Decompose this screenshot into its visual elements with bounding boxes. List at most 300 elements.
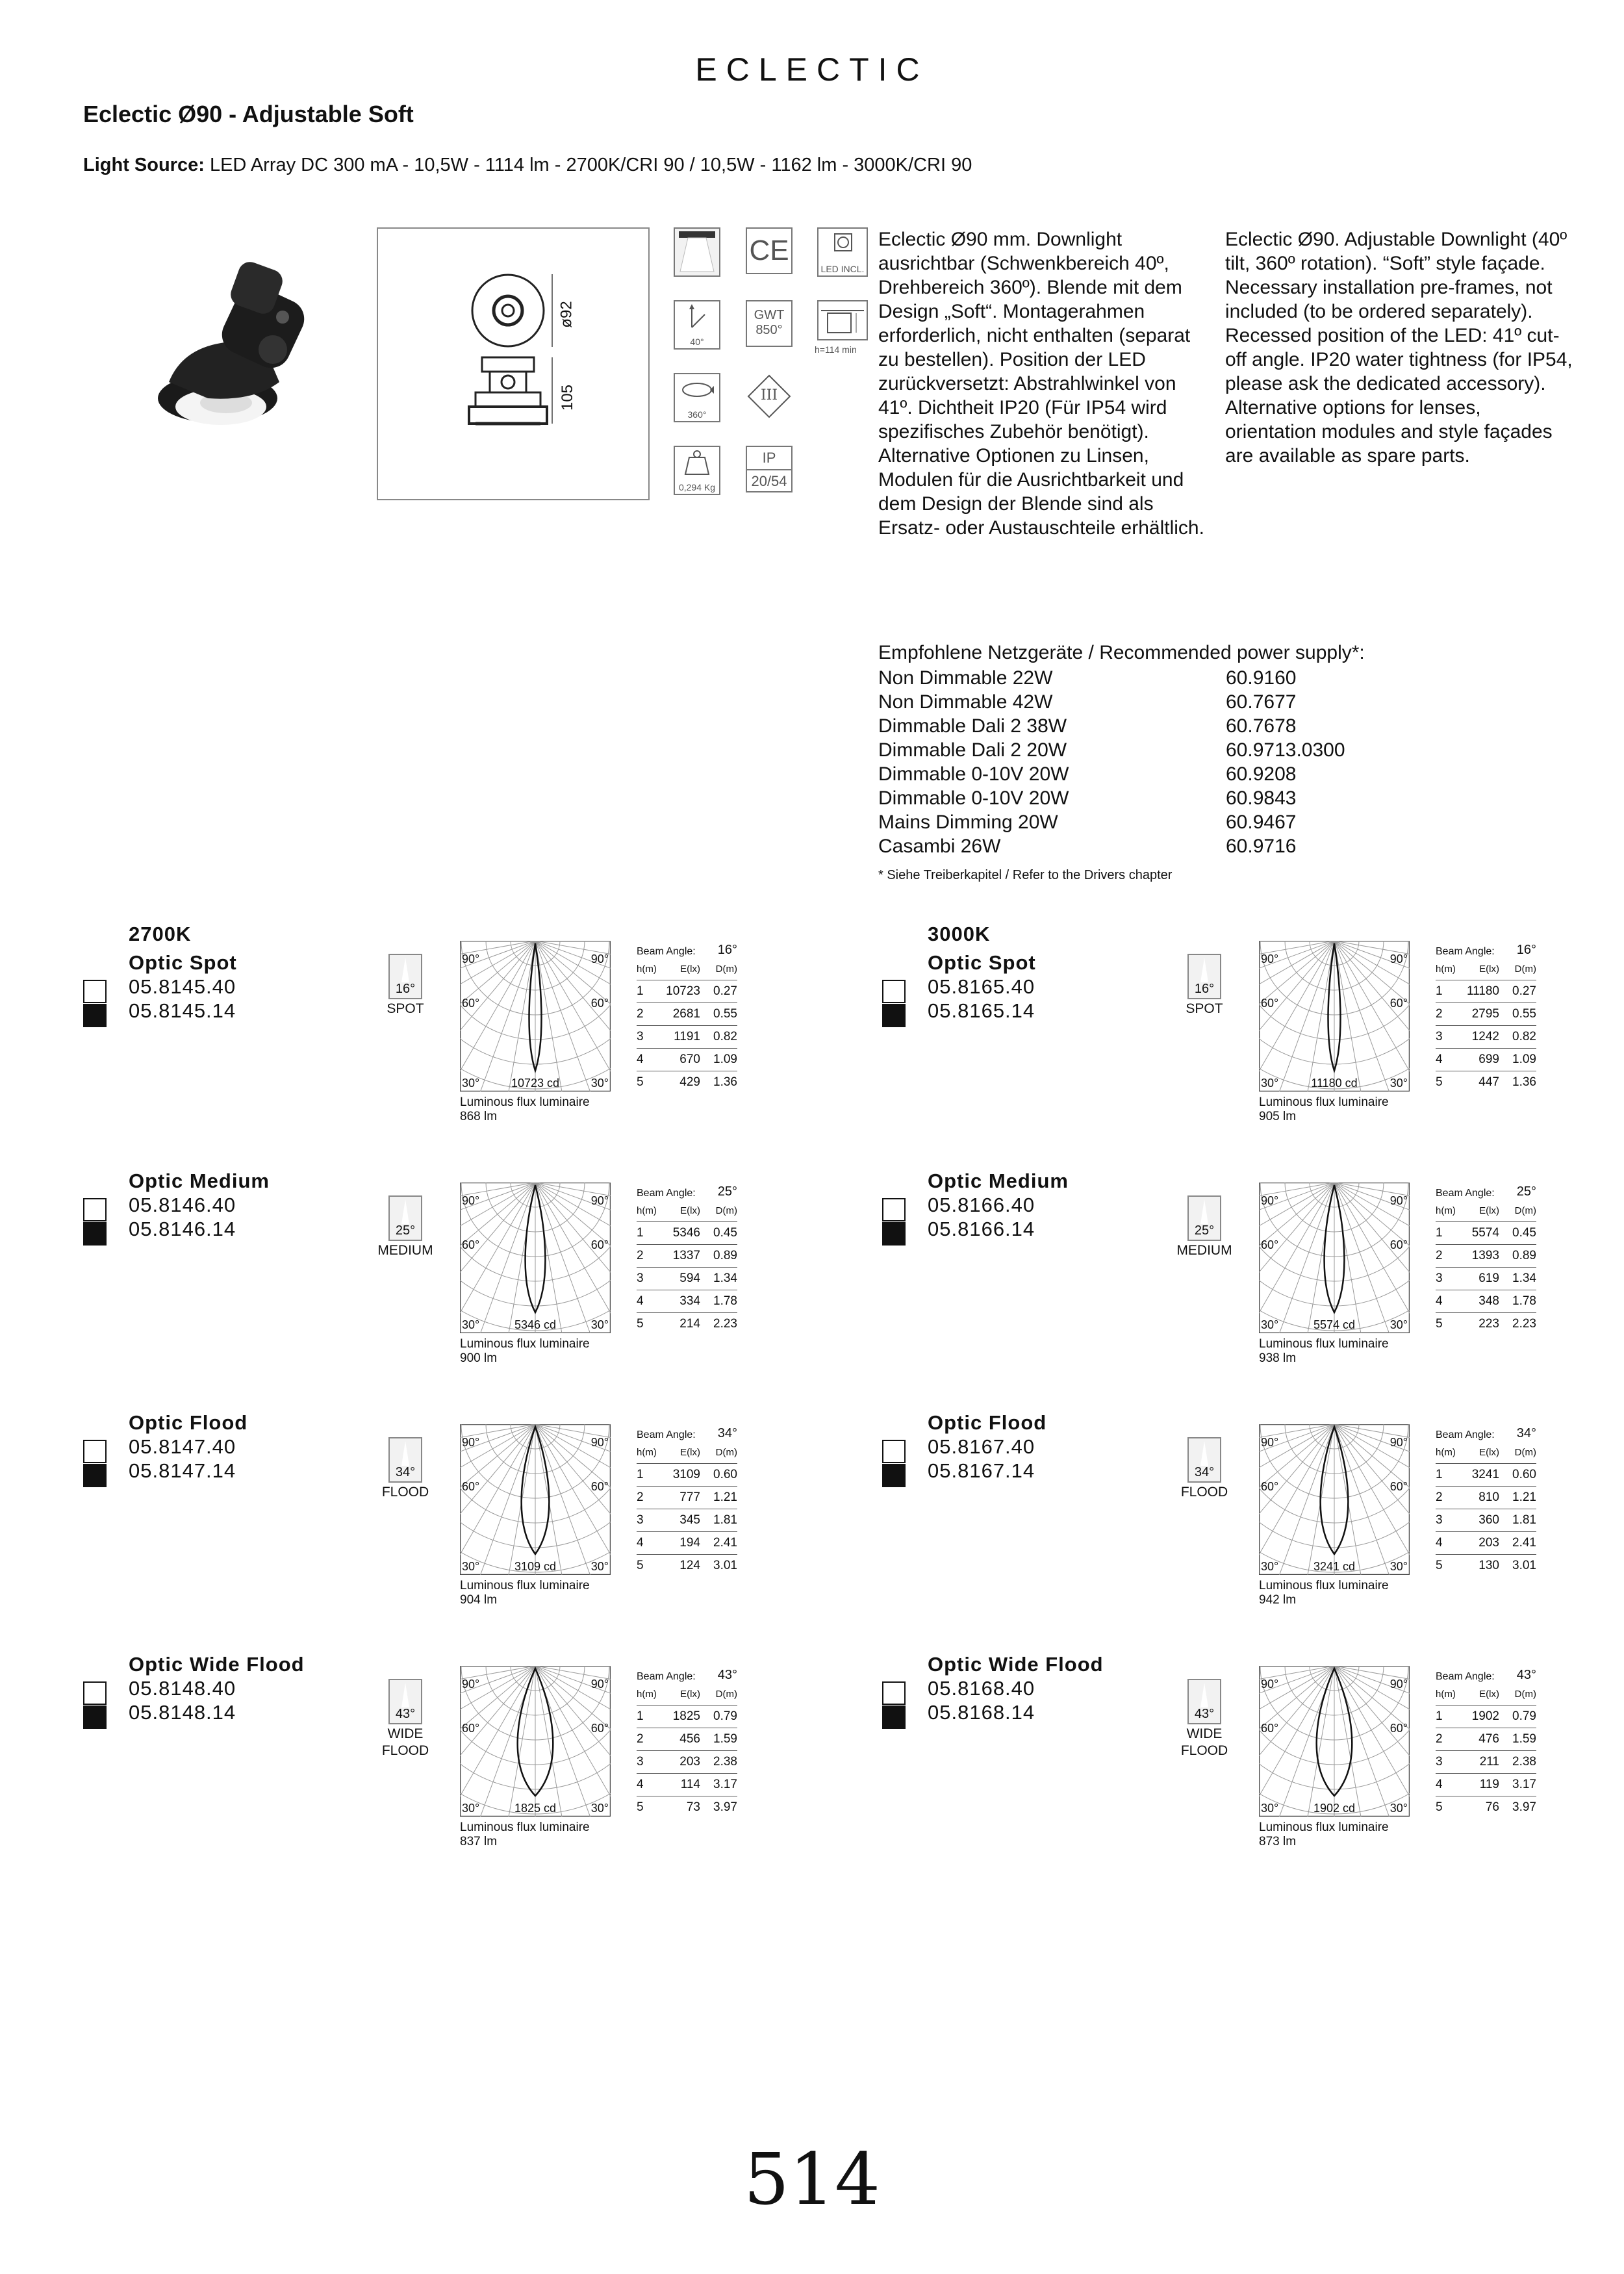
power-supply-code: 60.9160 xyxy=(1226,667,1297,689)
diameter-cell: 0.82 xyxy=(1512,1030,1536,1043)
deg-30-left: 30° xyxy=(1261,1318,1279,1331)
height-cell: 5 xyxy=(637,1075,644,1089)
beam-angle-value: 43° xyxy=(1194,1707,1215,1721)
white-finish-swatch xyxy=(83,1681,107,1705)
table-row xyxy=(1436,1026,1536,1049)
beam-angle-label: Beam Angle: xyxy=(637,946,696,957)
table-row xyxy=(1436,1003,1536,1026)
power-supply-heading: Empfohlene Netzgeräte / Recommended power supply*: xyxy=(878,642,1365,663)
beam-angle-number: 43° xyxy=(1516,1668,1536,1682)
optic-name: Optic Flood xyxy=(928,1411,1047,1434)
illuminance-cell: 619 xyxy=(1478,1271,1499,1285)
illuminance-cell: 1337 xyxy=(672,1249,700,1262)
deg-30-right: 30° xyxy=(1389,1318,1408,1331)
illuminance-cell: 777 xyxy=(679,1490,700,1504)
polar-chart xyxy=(460,941,611,1092)
illuminance-cell: 360 xyxy=(1478,1513,1499,1527)
deg-30-left: 30° xyxy=(1261,1802,1279,1815)
deg-90-left: 90° xyxy=(462,952,480,965)
diameter-cell: 2.23 xyxy=(1512,1317,1536,1331)
diameter-cell: 1.09 xyxy=(1512,1053,1536,1066)
luminous-flux xyxy=(460,1579,590,1607)
height-cell: 3 xyxy=(1436,1030,1443,1043)
beam-cone-art xyxy=(390,1438,421,1467)
col-height: h(m) xyxy=(1436,963,1456,975)
luminous-flux-label: Luminous flux luminaire xyxy=(460,1820,590,1834)
luminous-flux-label: Luminous flux luminaire xyxy=(1259,1820,1389,1834)
diameter-dim: ø92 xyxy=(557,301,576,328)
diameter-cell: 1.36 xyxy=(713,1075,737,1089)
beam-type-label: MEDIUM xyxy=(1176,1243,1232,1258)
beam-angle-value: 34° xyxy=(1194,1465,1215,1479)
optic-block xyxy=(882,923,1597,1149)
code-white: 05.8147.40 xyxy=(129,1435,236,1458)
beam-cone-art xyxy=(1189,955,1220,984)
beam-angle-label: Beam Angle: xyxy=(1436,1429,1495,1440)
table-row xyxy=(1436,1706,1536,1728)
luminous-flux xyxy=(460,1820,590,1849)
beam-angle-icon xyxy=(1187,1195,1221,1241)
led-incl-text: LED INCL. xyxy=(820,264,865,274)
power-supply-code: 60.9467 xyxy=(1226,811,1297,833)
height-cell: 4 xyxy=(1436,1536,1443,1550)
beam-angle-number: 25° xyxy=(717,1184,737,1199)
code-black: 05.8148.14 xyxy=(129,1701,236,1724)
power-supply-name: Mains Dimming 20W xyxy=(878,811,1058,833)
beam-angle-row xyxy=(1436,941,1536,958)
diameter-cell: 0.60 xyxy=(1512,1468,1536,1481)
max-intensity: 1902 cd xyxy=(1313,1802,1356,1815)
deg-60-right: 60° xyxy=(590,997,609,1010)
diameter-cell: 0.89 xyxy=(713,1249,737,1262)
deg-90-left: 90° xyxy=(462,1436,480,1449)
illuminance-cell: 73 xyxy=(686,1800,700,1814)
col-illuminance: E(lx) xyxy=(680,1205,700,1216)
optic-name: Optic Wide Flood xyxy=(129,1653,305,1676)
black-finish-swatch xyxy=(882,1222,906,1246)
table-header xyxy=(637,958,737,980)
illuminance-cell: 1902 xyxy=(1471,1709,1499,1723)
table-row xyxy=(637,1509,737,1532)
black-finish-swatch xyxy=(83,1706,107,1729)
table-row xyxy=(637,1774,737,1796)
diameter-cell: 1.81 xyxy=(713,1513,737,1527)
deg-30-left: 30° xyxy=(1261,1560,1279,1573)
min-height-text: h=114 min xyxy=(815,344,857,355)
deg-30-right: 30° xyxy=(1389,1802,1408,1815)
deg-90-right: 90° xyxy=(590,952,609,965)
polar-diagram xyxy=(460,941,611,1092)
luminous-flux-label: Luminous flux luminaire xyxy=(1259,1337,1389,1351)
beam-icon-art xyxy=(675,229,719,275)
power-supply-item xyxy=(878,834,1345,858)
table-row xyxy=(1436,1464,1536,1487)
drawing-lines xyxy=(378,229,648,499)
table-row xyxy=(637,1313,737,1335)
col-height: h(m) xyxy=(637,963,657,975)
diameter-cell: 0.45 xyxy=(1512,1226,1536,1240)
beam-type-label: WIDE FLOOD xyxy=(381,1726,429,1758)
height-cell: 2 xyxy=(637,1249,644,1262)
diameter-cell: 0.55 xyxy=(713,1007,737,1021)
beam-type-label: WIDE FLOOD xyxy=(1180,1726,1228,1758)
deg-90-right: 90° xyxy=(1389,1678,1408,1691)
diameter-cell: 1.21 xyxy=(713,1490,737,1504)
col-diameter: D(m) xyxy=(1514,963,1536,975)
white-finish-swatch xyxy=(83,1440,107,1463)
illuminance-cell: 3109 xyxy=(672,1468,700,1481)
beam-angle-icon xyxy=(1187,954,1221,999)
polar-diagram xyxy=(1259,1424,1410,1575)
col-diameter: D(m) xyxy=(715,1446,737,1458)
height-cell: 5 xyxy=(1436,1075,1443,1089)
col-diameter: D(m) xyxy=(715,963,737,975)
polar-chart xyxy=(460,1424,611,1575)
illuminance-cell: 476 xyxy=(1478,1732,1499,1746)
diameter-cell: 0.79 xyxy=(713,1709,737,1723)
luminous-flux xyxy=(1259,1579,1389,1607)
beam-angle-label: Beam Angle: xyxy=(1436,946,1495,957)
col-height: h(m) xyxy=(1436,1205,1456,1216)
beam-angle-number: 34° xyxy=(1516,1426,1536,1440)
black-finish-swatch xyxy=(882,1464,906,1487)
col-height: h(m) xyxy=(1436,1688,1456,1700)
code-black: 05.8147.14 xyxy=(129,1459,236,1482)
illuminance-cell: 130 xyxy=(1478,1559,1499,1572)
table-row xyxy=(1436,1509,1536,1532)
height-cell: 2 xyxy=(637,1490,644,1504)
illuminance-cell: 3241 xyxy=(1471,1468,1499,1481)
optic-name: Optic Flood xyxy=(129,1411,248,1434)
white-finish-swatch xyxy=(882,980,906,1003)
power-supply-name: Non Dimmable 42W xyxy=(878,691,1053,713)
max-intensity: 3109 cd xyxy=(514,1560,557,1573)
col-illuminance: E(lx) xyxy=(680,1446,700,1458)
luminous-flux-label: Luminous flux luminaire xyxy=(1259,1095,1389,1109)
polar-diagram xyxy=(1259,1666,1410,1817)
deg-30-left: 30° xyxy=(462,1802,480,1815)
deg-90-left: 90° xyxy=(1261,1436,1279,1449)
photometric-table xyxy=(1436,1182,1536,1335)
illuminance-cell: 699 xyxy=(1478,1053,1499,1066)
height-cell: 5 xyxy=(1436,1317,1443,1331)
deg-60-left: 60° xyxy=(462,1480,480,1493)
deg-60-right: 60° xyxy=(1389,1480,1408,1493)
class-value: III xyxy=(760,387,778,403)
power-supply-list xyxy=(878,666,1345,858)
diameter-cell: 1.81 xyxy=(1512,1513,1536,1527)
beam-type-label: SPOT xyxy=(1186,1001,1223,1016)
beam-angle-row xyxy=(637,1182,737,1199)
height-cell: 5 xyxy=(637,1800,644,1814)
deg-60-right: 60° xyxy=(1389,1238,1408,1251)
luminous-flux-value: 905 lm xyxy=(1259,1110,1297,1123)
deg-30-right: 30° xyxy=(590,1560,609,1573)
beam-cone-art xyxy=(390,1680,421,1709)
weight-art xyxy=(675,447,719,479)
beam-angle-label: Beam Angle: xyxy=(637,1429,696,1440)
height-cell: 5 xyxy=(637,1559,644,1572)
table-row xyxy=(1436,1751,1536,1774)
power-supply-item xyxy=(878,666,1345,690)
beam-cone-art xyxy=(1189,1438,1220,1467)
beam-angle-icon xyxy=(388,1437,422,1483)
table-row xyxy=(637,1222,737,1245)
light-source-label: Light Source: xyxy=(83,155,205,175)
col-illuminance: E(lx) xyxy=(1479,1688,1499,1700)
diameter-cell: 3.97 xyxy=(713,1800,737,1814)
deg-90-right: 90° xyxy=(1389,952,1408,965)
light-source-text: LED Array DC 300 mA - 10,5W - 1114 lm - 2700K/CRI 90 / 10,5W - 1162 lm - 3000K/CRI 90 xyxy=(204,155,972,175)
ce-icon: CE xyxy=(746,227,793,274)
illuminance-cell: 203 xyxy=(679,1755,700,1769)
polar-chart xyxy=(1259,1666,1410,1817)
beam-angle-number: 43° xyxy=(717,1668,737,1682)
light-source xyxy=(83,155,972,176)
beam-cone-art xyxy=(1189,1197,1220,1225)
weight-icon xyxy=(674,446,720,495)
diameter-cell: 2.38 xyxy=(713,1755,737,1769)
power-supply-code: 60.7678 xyxy=(1226,715,1297,737)
black-finish-swatch xyxy=(882,1004,906,1027)
beam-angle-value: 16° xyxy=(1194,982,1215,996)
black-finish-swatch xyxy=(83,1004,107,1027)
illuminance-cell: 334 xyxy=(679,1294,700,1308)
table-header xyxy=(637,1199,737,1222)
code-white: 05.8168.40 xyxy=(928,1677,1035,1700)
illuminance-cell: 345 xyxy=(679,1513,700,1527)
max-intensity: 5574 cd xyxy=(1313,1318,1356,1331)
height-cell: 4 xyxy=(637,1778,644,1791)
deg-60-left: 60° xyxy=(1261,1480,1279,1493)
max-intensity: 10723 cd xyxy=(511,1077,560,1090)
col-illuminance: E(lx) xyxy=(1479,963,1499,975)
table-row xyxy=(1436,1728,1536,1751)
max-intensity: 1825 cd xyxy=(514,1802,557,1815)
luminous-flux-label: Luminous flux luminaire xyxy=(460,1579,590,1592)
white-finish-swatch xyxy=(83,1198,107,1221)
beam-angle-value: 43° xyxy=(395,1707,416,1721)
diameter-cell: 0.82 xyxy=(713,1030,737,1043)
table-row xyxy=(1436,1049,1536,1071)
luminous-flux xyxy=(460,1095,590,1124)
diameter-cell: 1.21 xyxy=(1512,1490,1536,1504)
illuminance-cell: 1393 xyxy=(1471,1249,1499,1262)
optic-block xyxy=(83,1653,798,1874)
luminous-flux-value: 904 lm xyxy=(460,1593,498,1607)
beam-type-label: FLOOD xyxy=(381,1485,429,1500)
table-row xyxy=(637,1049,737,1071)
code-white: 05.8145.40 xyxy=(129,975,236,998)
polar-chart xyxy=(1259,1182,1410,1333)
gwt-value: 850° xyxy=(755,323,783,337)
height-cell: 3 xyxy=(637,1513,644,1527)
optic-name: Optic Medium xyxy=(129,1169,270,1192)
illuminance-cell: 429 xyxy=(679,1075,700,1089)
polar-chart xyxy=(460,1666,611,1817)
power-supply-name: Dimmable 0-10V 20W xyxy=(878,787,1069,809)
col-illuminance: E(lx) xyxy=(1479,1446,1499,1458)
beam-angle-number: 16° xyxy=(717,943,737,957)
table-row xyxy=(637,1003,737,1026)
polar-diagram xyxy=(1259,1182,1410,1333)
beam-angle-icon xyxy=(1187,1679,1221,1724)
diameter-cell: 0.27 xyxy=(1512,984,1536,998)
deg-30-left: 30° xyxy=(462,1077,480,1090)
photometric-table xyxy=(637,1666,737,1819)
deg-30-right: 30° xyxy=(1389,1560,1408,1573)
beam-angle-number: 25° xyxy=(1516,1184,1536,1199)
deg-30-right: 30° xyxy=(1389,1077,1408,1090)
table-row xyxy=(637,1464,737,1487)
beam-angle-value: 25° xyxy=(1194,1223,1215,1238)
polar-diagram xyxy=(460,1424,611,1575)
height-cell: 2 xyxy=(637,1007,644,1021)
illuminance-cell: 211 xyxy=(1479,1755,1499,1769)
diameter-cell: 0.27 xyxy=(713,984,737,998)
black-finish-swatch xyxy=(83,1464,107,1487)
deg-30-left: 30° xyxy=(462,1318,480,1331)
luminous-flux-label: Luminous flux luminaire xyxy=(460,1095,590,1109)
rotation-icon xyxy=(674,373,720,422)
deg-90-right: 90° xyxy=(1389,1194,1408,1207)
diameter-cell: 0.45 xyxy=(713,1226,737,1240)
beam-cone-art xyxy=(390,955,421,984)
illuminance-cell: 1825 xyxy=(672,1709,700,1723)
power-supply-name: Non Dimmable 22W xyxy=(878,667,1053,689)
table-header xyxy=(1436,958,1536,980)
tilt-value: 40° xyxy=(690,337,704,347)
height-cell: 3 xyxy=(1436,1513,1443,1527)
table-row xyxy=(1436,1796,1536,1819)
table-row xyxy=(637,1706,737,1728)
table-row xyxy=(637,980,737,1003)
power-supply-name: Casambi 26W xyxy=(878,836,1001,857)
deg-90-left: 90° xyxy=(1261,952,1279,965)
power-supply-item xyxy=(878,762,1345,786)
code-black: 05.8145.14 xyxy=(129,999,236,1022)
luminous-flux-value: 868 lm xyxy=(460,1110,498,1123)
height-cell: 5 xyxy=(637,1317,644,1331)
illuminance-cell: 2795 xyxy=(1471,1007,1499,1021)
power-supply-name: Dimmable 0-10V 20W xyxy=(878,763,1069,785)
beam-angle-icon xyxy=(388,1679,422,1724)
deg-30-left: 30° xyxy=(462,1560,480,1573)
luminous-flux-label: Luminous flux luminaire xyxy=(460,1337,590,1351)
diameter-cell: 3.17 xyxy=(1512,1778,1536,1791)
color-temperature: 3000K xyxy=(928,923,991,945)
gwt-icon xyxy=(746,300,793,347)
luminous-flux xyxy=(460,1337,590,1366)
col-height: h(m) xyxy=(1436,1446,1456,1458)
table-row xyxy=(637,1268,737,1290)
diameter-cell: 3.17 xyxy=(713,1778,737,1791)
power-supply-item xyxy=(878,786,1345,810)
code-white: 05.8166.40 xyxy=(928,1194,1035,1216)
code-white: 05.8167.40 xyxy=(928,1435,1035,1458)
beam-angle-label: Beam Angle: xyxy=(1436,1671,1495,1682)
optic-block xyxy=(83,923,798,1149)
max-intensity: 5346 cd xyxy=(514,1318,557,1331)
table-row xyxy=(637,1245,737,1268)
beam-angle-icon xyxy=(388,1195,422,1241)
height-dim: 105 xyxy=(559,384,577,411)
beam-angle-label: Beam Angle: xyxy=(1436,1188,1495,1199)
illuminance-cell: 11180 xyxy=(1466,984,1499,998)
photometric-table xyxy=(1436,1424,1536,1577)
code-black: 05.8166.14 xyxy=(928,1218,1035,1240)
optic-name: Optic Medium xyxy=(928,1169,1069,1192)
illuminance-cell: 214 xyxy=(679,1317,700,1331)
diameter-cell: 1.59 xyxy=(713,1732,737,1746)
beam-angle-icon xyxy=(1187,1437,1221,1483)
deg-90-right: 90° xyxy=(590,1436,609,1449)
deg-60-left: 60° xyxy=(1261,1722,1279,1735)
illuminance-cell: 10723 xyxy=(666,984,700,998)
led-included-icon xyxy=(817,227,868,277)
brand-name: ECLECTIC xyxy=(695,51,929,88)
power-supply-item xyxy=(878,714,1345,738)
table-row xyxy=(1436,1313,1536,1335)
table-row xyxy=(1436,1245,1536,1268)
height-cell: 5 xyxy=(1436,1559,1443,1572)
table-row xyxy=(637,1728,737,1751)
beam-angle-number: 34° xyxy=(717,1426,737,1440)
code-white: 05.8148.40 xyxy=(129,1677,236,1700)
diameter-cell: 2.23 xyxy=(713,1317,737,1331)
diameter-cell: 1.78 xyxy=(713,1294,737,1308)
table-row xyxy=(1436,1555,1536,1577)
beam-cone-art xyxy=(390,1197,421,1225)
table-header xyxy=(637,1441,737,1464)
beam-cone-art xyxy=(1189,1680,1220,1709)
polar-diagram xyxy=(460,1182,611,1333)
deg-30-right: 30° xyxy=(590,1077,609,1090)
deg-60-right: 60° xyxy=(1389,997,1408,1010)
luminous-flux-value: 873 lm xyxy=(1259,1835,1297,1848)
deg-60-left: 60° xyxy=(1261,1238,1279,1251)
illuminance-cell: 447 xyxy=(1478,1075,1499,1089)
table-row xyxy=(637,1751,737,1774)
beam-type-label: SPOT xyxy=(387,1001,424,1016)
description-german: Eclectic Ø90 mm. Downlight ausrichtbar (Schwenkbereich 40º, Drehbereich 360º). Blende mit dem Design „Soft“. Montagerahmen erforderlich, nicht enthalten (separat zu bestellen). Position der LED zurückversetzt: Abstrahlwinkel von 41º. Dichtheit IP20 (Für IP54 wird spezifisches Zubehör benötigt). Alternative Optionen zu Linsen, Modulen für die Ausrichtbarkeit und dem Design der Blende sind als Ersatz- oder Austauschteile erhältlich. xyxy=(878,229,1204,539)
power-supply-code: 60.9713.0300 xyxy=(1226,739,1345,761)
illuminance-cell: 114 xyxy=(680,1778,700,1791)
diameter-cell: 1.34 xyxy=(713,1271,737,1285)
height-cell: 1 xyxy=(637,1226,644,1240)
table-row xyxy=(637,1555,737,1577)
code-black: 05.8146.14 xyxy=(129,1218,236,1240)
illuminance-cell: 194 xyxy=(679,1536,700,1550)
table-header xyxy=(1436,1683,1536,1706)
illuminance-cell: 119 xyxy=(1479,1778,1499,1791)
optic-block xyxy=(882,1169,1597,1390)
height-cell: 2 xyxy=(637,1732,644,1746)
table-row xyxy=(637,1290,737,1313)
photometric-table xyxy=(637,1424,737,1577)
col-illuminance: E(lx) xyxy=(680,1688,700,1700)
height-cell: 3 xyxy=(1436,1271,1443,1285)
col-diameter: D(m) xyxy=(1514,1205,1536,1216)
illuminance-cell: 2681 xyxy=(672,1007,700,1021)
deg-30-left: 30° xyxy=(1261,1077,1279,1090)
product-photo xyxy=(143,252,318,447)
height-cell: 2 xyxy=(1436,1732,1443,1746)
page-number: 514 xyxy=(744,2138,880,2221)
deg-90-right: 90° xyxy=(1389,1436,1408,1449)
height-cell: 4 xyxy=(1436,1294,1443,1308)
deg-60-left: 60° xyxy=(1261,997,1279,1010)
